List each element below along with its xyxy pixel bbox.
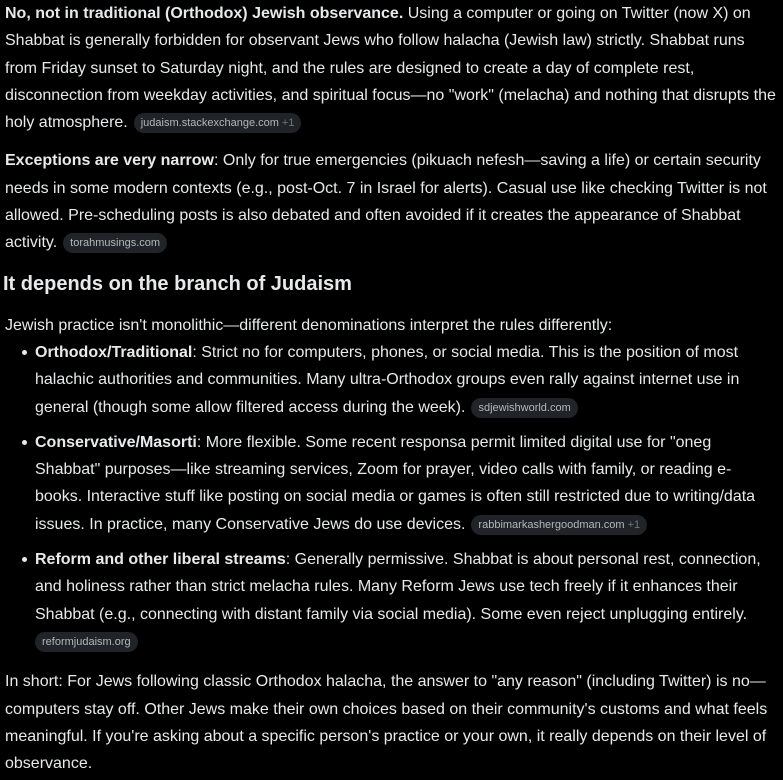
source-chip-label: torahmusings.com bbox=[70, 237, 161, 250]
summary-paragraph: In short: For Jews following classic Orthodox halacha, the answer to "any reason" (including Twitter) is no—computers stay off. Other Jews make their own choices based on their community's customs and what feels meaningful. If you're asking about a specific person's practice or your own, it really depends on their level of observance. bbox=[5, 673, 768, 773]
source-chip-label: rabbimarkashergoodman.com bbox=[478, 518, 625, 531]
paragraph-orthodox-answer bbox=[5, 0, 778, 136]
list-item-orthodox bbox=[35, 339, 778, 421]
source-chip-rabbimarkashergoodman[interactable] bbox=[471, 515, 647, 535]
answer-text: Using a computer or going on Twitter (now X) on Shabbat is generally forbidden for observant Jews who follow halacha (Jewish law) strictly. Shabbat runs from Friday sunset to Saturday night, and the rules are designed to create a day of complete rest, disconnection from weekday activities, and spiritual focus—no "work" (melacha) and nothing that disrupts the holy atmosphere. bbox=[5, 5, 776, 132]
branch-name: Conservative/Masorti bbox=[35, 433, 197, 451]
answer-lead: No, not in traditional (Orthodox) Jewish observance. bbox=[5, 5, 404, 22]
source-chip-label: judaism.stackexchange.com bbox=[140, 117, 279, 130]
exceptions-lead: Exceptions are very narrow bbox=[5, 152, 214, 170]
source-chip-more: +1 bbox=[281, 117, 295, 130]
source-chip-torahmusings[interactable] bbox=[63, 233, 167, 253]
branch-name: Orthodox/Traditional bbox=[35, 343, 193, 361]
section-heading: It depends on the branch of Judaism bbox=[3, 272, 352, 295]
intro-text: Jewish practice isn't monolithic—different denominations interpret the rules differently: bbox=[5, 316, 613, 334]
source-chip-stackexchange[interactable] bbox=[134, 113, 302, 133]
branch-text: : Strict no for computers, phones, or social media. This is the position of most halachic authorities and communities. Many ultra-Orthodox groups even rally against internet use in general (though some allow filtered access during the week). bbox=[35, 343, 740, 416]
list-item-conservative bbox=[35, 429, 778, 538]
branch-name: Reform and other liberal streams bbox=[35, 551, 286, 569]
source-chip-reformjudaism[interactable] bbox=[35, 632, 138, 652]
branches-list bbox=[5, 339, 778, 655]
source-chip-label: reformjudaism.org bbox=[42, 635, 131, 648]
branch-text: : More flexible. Some recent responsa permit limited digital use for "oneg Shabbat" purposes—like streaming services, Zoom for prayer, video calls with family, or reading e-books. Interactive stuff like posting on social media or games is often still restricted due to writing/data issues. In practice, many Conservative Jews do use devices. bbox=[35, 433, 756, 533]
list-item-reform bbox=[35, 546, 778, 655]
source-chip-more: +1 bbox=[627, 518, 641, 531]
source-chip-sdjewishworld[interactable] bbox=[471, 398, 577, 418]
branch-text: : Generally permissive. Shabbat is about personal rest, connection, and holiness rather than strict melacha rules. Many Reform Jews use tech freely if it enhances their Shabbat (e.g., connecting with distant family via social media). Some even reject unplugging entirely. bbox=[35, 551, 761, 623]
exceptions-text: : Only for true emergencies (pikuach nefesh—saving a life) or certain security needs in some modern contexts (e.g., post-Oct. 7 in Israel for alerts). Casual use like checking Twitter is not allowed. Pre-scheduling posts is also debated and often avoided if it creates the appearance of Shabbat activity. bbox=[5, 152, 767, 252]
source-chip-label: sdjewishworld.com bbox=[478, 401, 571, 414]
paragraph-exceptions bbox=[5, 147, 778, 256]
